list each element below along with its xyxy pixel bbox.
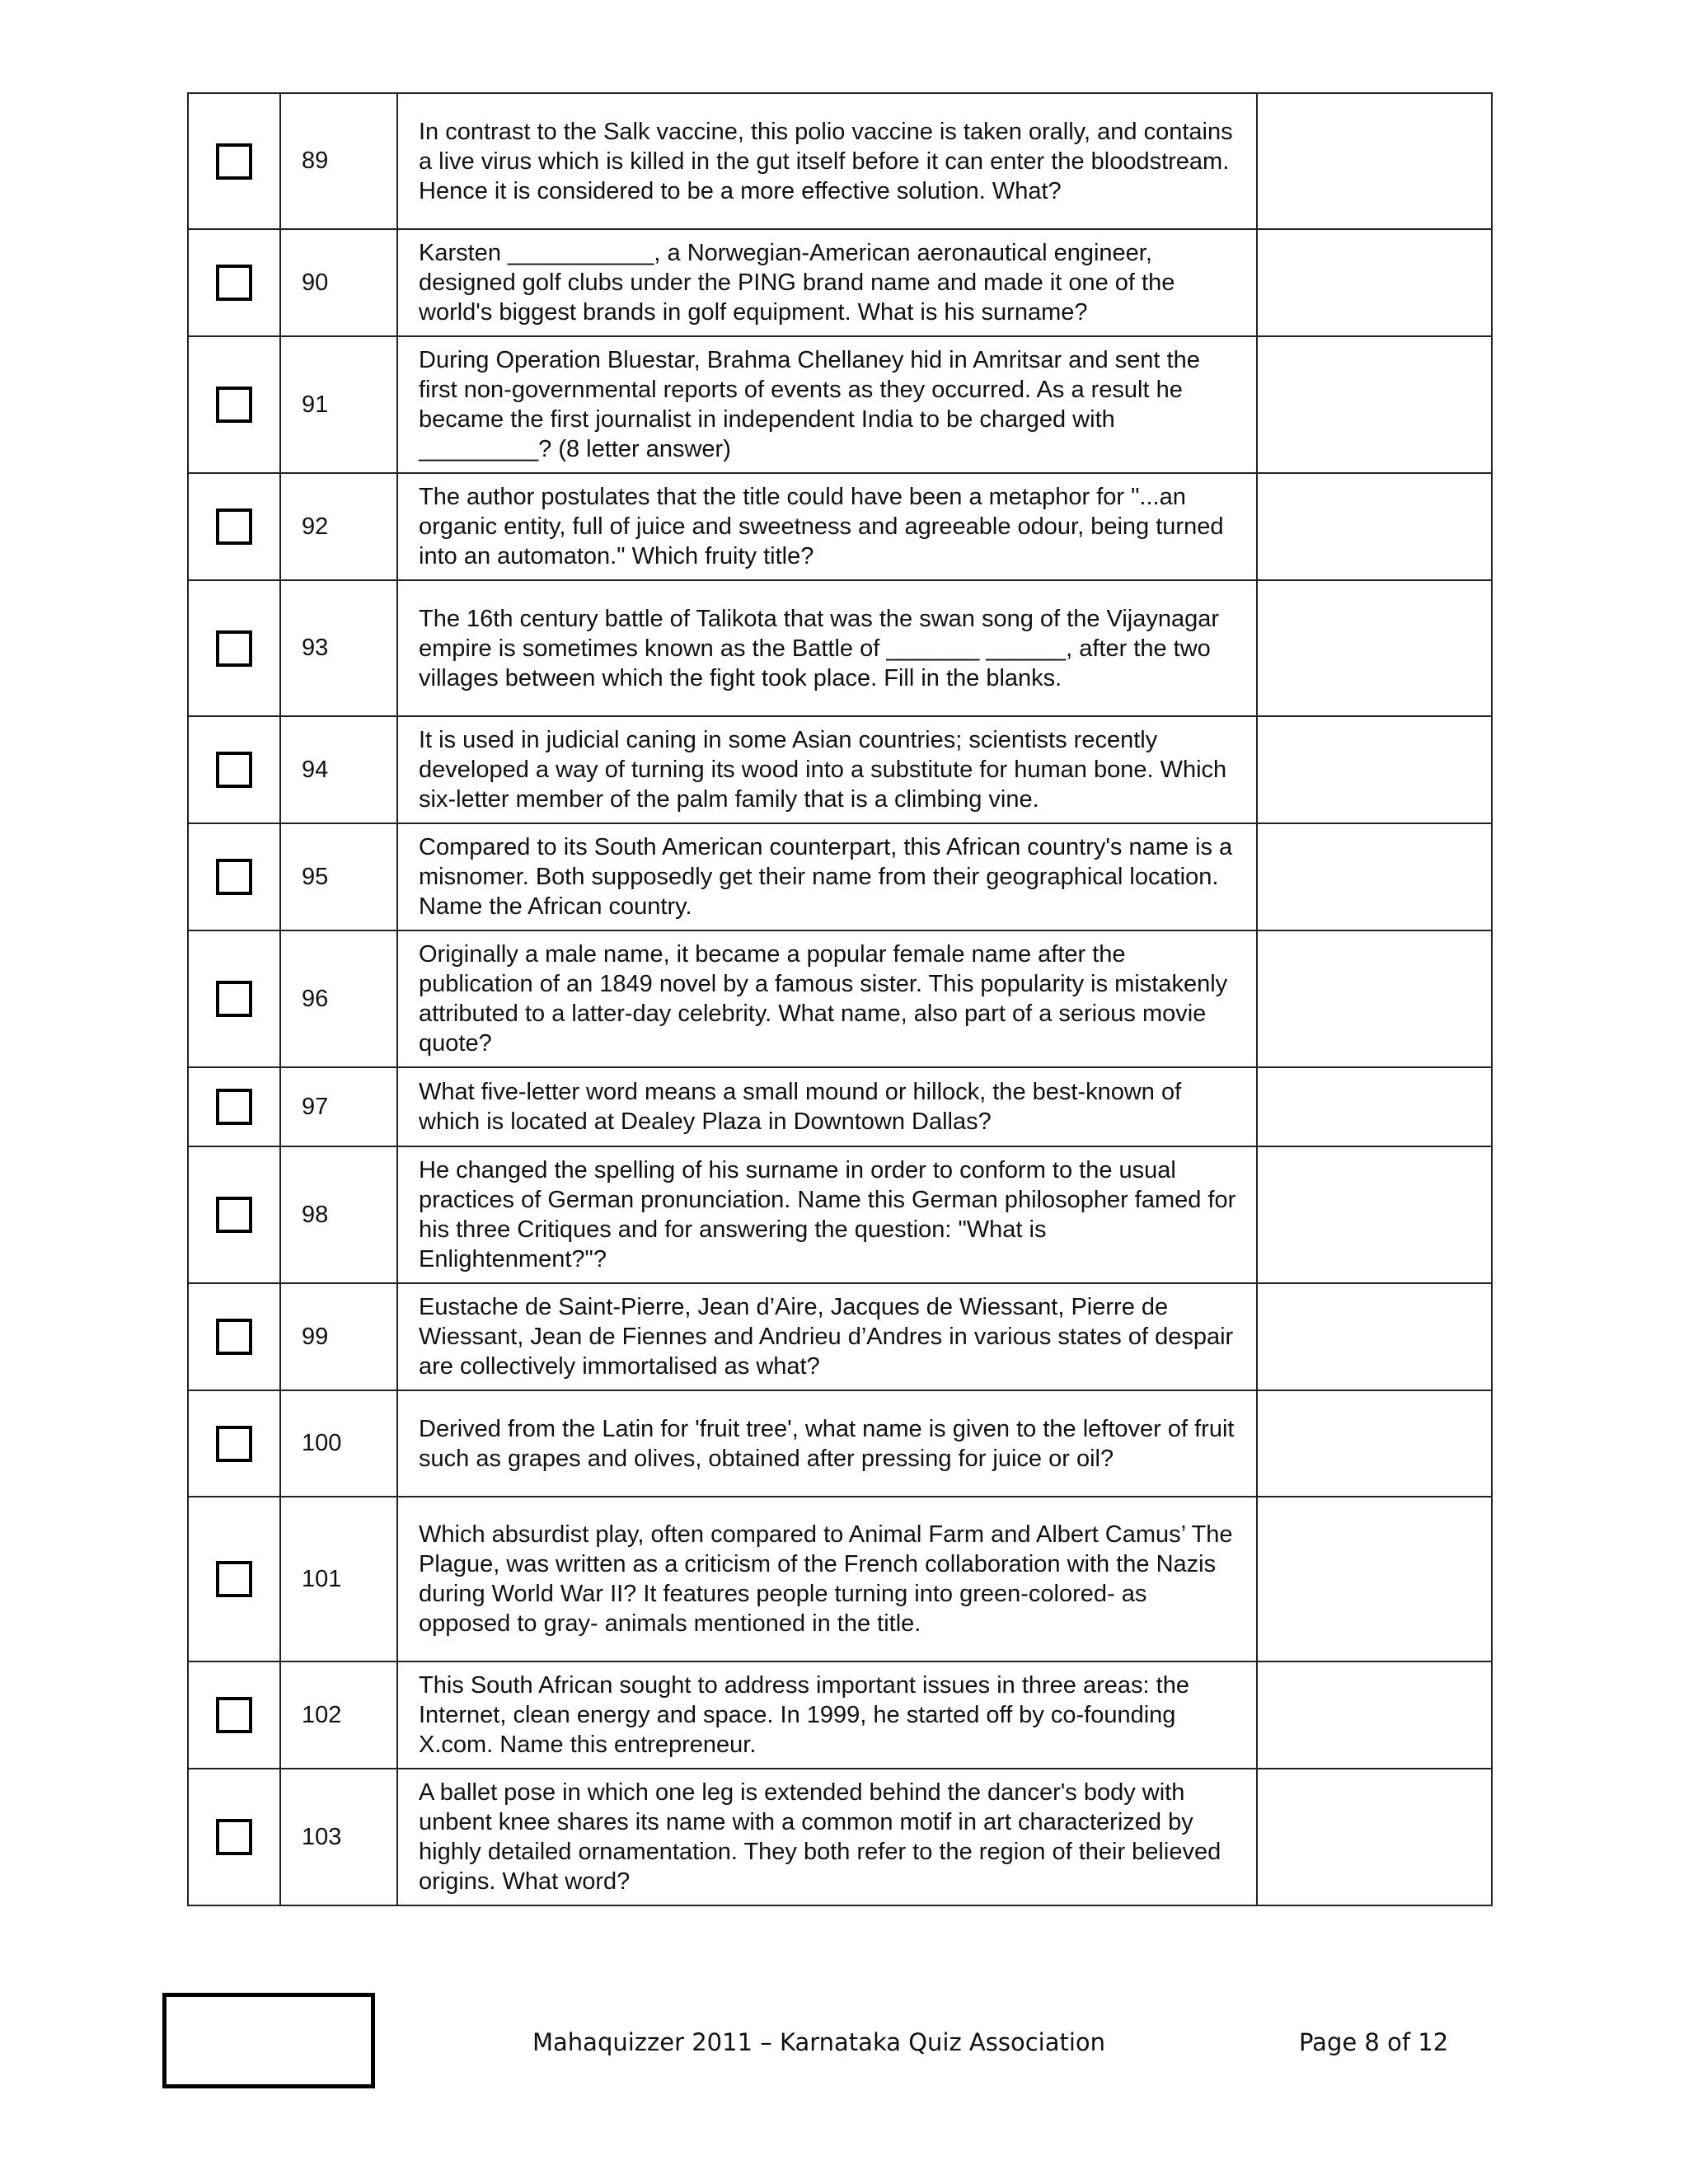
checkbox-cell: [188, 716, 280, 823]
question-row: [188, 930, 1492, 1067]
question-number: 92: [280, 473, 397, 580]
answer-checkbox[interactable]: [216, 859, 252, 895]
checkbox-cell: [188, 1769, 280, 1905]
answer-field[interactable]: [1257, 930, 1492, 1067]
checkbox-cell: [188, 930, 280, 1067]
question-text: Compared to its South American counterpart, this African country's name is a misnomer. Both supposedly get their name from their geographical location. Name the African country.: [397, 823, 1257, 930]
answer-field[interactable]: [1257, 1661, 1492, 1769]
answer-checkbox[interactable]: [216, 1197, 252, 1233]
answer-field[interactable]: [1257, 716, 1492, 823]
question-number: 93: [280, 580, 397, 716]
question-number: 100: [280, 1390, 397, 1497]
question-text: During Operation Bluestar, Brahma Chellaney hid in Amritsar and sent the first non-governmental reports of events as they occurred. As a result he became the first journalist in independent India to be charged with _________? (8 letter answer): [397, 336, 1257, 473]
question-text: Originally a male name, it became a popular female name after the publication of an 1849 novel by a famous sister. This popularity is mistakenly attributed to a latter-day celebrity. What name, also part of a serious movie quote?: [397, 930, 1257, 1067]
score-box[interactable]: [162, 1993, 375, 2088]
answer-checkbox[interactable]: [216, 265, 252, 301]
answer-checkbox[interactable]: [216, 1561, 252, 1597]
question-row: [188, 1067, 1492, 1146]
answer-field[interactable]: [1257, 1390, 1492, 1497]
footer-title: Mahaquizzer 2011 – Karnataka Quiz Association: [532, 2028, 1106, 2056]
question-text: Karsten ___________, a Norwegian-American aeronautical engineer, designed golf clubs under the PING brand name and made it one of the world's biggest brands in golf equipment. What is his surname?: [397, 229, 1257, 336]
question-number: 102: [280, 1661, 397, 1769]
question-row: [188, 1497, 1492, 1661]
question-text: Which absurdist play, often compared to Animal Farm and Albert Camus’ The Plague, was written as a criticism of the French collaboration with the Nazis during World War II? It features people turning into green-colored- as opposed to gray- animals mentioned in the title.: [397, 1497, 1257, 1661]
question-row: [188, 1661, 1492, 1769]
question-number: 99: [280, 1283, 397, 1390]
question-text: The 16th century battle of Talikota that was the swan song of the Vijaynagar empire is sometimes known as the Battle of _______ ______, after the two villages between which the fight took place. Fill in the blanks.: [397, 580, 1257, 716]
answer-checkbox[interactable]: [216, 1697, 252, 1733]
question-row: [188, 716, 1492, 823]
question-row: [188, 1146, 1492, 1283]
question-text: This South African sought to address important issues in three areas: the Internet, clean energy and space. In 1999, he started off by co-founding X.com. Name this entrepreneur.: [397, 1661, 1257, 1769]
answer-checkbox[interactable]: [216, 1319, 252, 1355]
question-row: [188, 1283, 1492, 1390]
checkbox-cell: [188, 1146, 280, 1283]
question-text: The author postulates that the title could have been a metaphor for "...an organic entity, full of juice and sweetness and agreeable odour, being turned into an automaton." Which fruity title?: [397, 473, 1257, 580]
answer-checkbox[interactable]: [216, 1819, 252, 1855]
question-number: 98: [280, 1146, 397, 1283]
answer-checkbox[interactable]: [216, 509, 252, 545]
answer-checkbox[interactable]: [216, 981, 252, 1017]
answer-field[interactable]: [1257, 823, 1492, 930]
answer-checkbox[interactable]: [216, 387, 252, 423]
question-text: Eustache de Saint-Pierre, Jean d’Aire, Jacques de Wiessant, Pierre de Wiessant, Jean de Fiennes and Andrieu d’Andres in various states of despair are collectively immortalised as what?: [397, 1283, 1257, 1390]
question-row: [188, 336, 1492, 473]
answer-field[interactable]: [1257, 1146, 1492, 1283]
answer-field[interactable]: [1257, 473, 1492, 580]
page-number: Page 8 of 12: [1299, 2028, 1449, 2056]
checkbox-cell: [188, 229, 280, 336]
checkbox-cell: [188, 1497, 280, 1661]
question-number: 90: [280, 229, 397, 336]
question-row: [188, 580, 1492, 716]
question-text: He changed the spelling of his surname in order to conform to the usual practices of German pronunciation. Name this German philosopher famed for his three Critiques and for answering the question: "What is Enlightenment?"?: [397, 1146, 1257, 1283]
question-number: 95: [280, 823, 397, 930]
question-text: In contrast to the Salk vaccine, this polio vaccine is taken orally, and contains a live virus which is killed in the gut itself before it can enter the bloodstream. Hence it is considered to be a more effective solution. What?: [397, 93, 1257, 229]
checkbox-cell: [188, 823, 280, 930]
answer-checkbox[interactable]: [216, 143, 252, 180]
answer-field[interactable]: [1257, 336, 1492, 473]
answer-checkbox[interactable]: [216, 630, 252, 667]
checkbox-cell: [188, 1283, 280, 1390]
question-row: [188, 473, 1492, 580]
question-row: [188, 229, 1492, 336]
checkbox-cell: [188, 336, 280, 473]
question-number: 96: [280, 930, 397, 1067]
answer-field[interactable]: [1257, 229, 1492, 336]
answer-field[interactable]: [1257, 1769, 1492, 1905]
answer-field[interactable]: [1257, 580, 1492, 716]
question-number: 91: [280, 336, 397, 473]
checkbox-cell: [188, 1067, 280, 1146]
question-row: [188, 93, 1492, 229]
question-text: It is used in judicial caning in some Asian countries; scientists recently developed a way of turning its wood into a substitute for human bone. Which six-letter member of the palm family that is a climbing vine.: [397, 716, 1257, 823]
question-row: [188, 823, 1492, 930]
question-row: [188, 1769, 1492, 1905]
answer-field[interactable]: [1257, 1067, 1492, 1146]
answer-field[interactable]: [1257, 1497, 1492, 1661]
question-number: 97: [280, 1067, 397, 1146]
checkbox-cell: [188, 580, 280, 716]
answer-field[interactable]: [1257, 93, 1492, 229]
checkbox-cell: [188, 93, 280, 229]
question-number: 94: [280, 716, 397, 823]
answer-checkbox[interactable]: [216, 752, 252, 788]
checkbox-cell: [188, 1661, 280, 1769]
question-text: A ballet pose in which one leg is extended behind the dancer's body with unbent knee shares its name with a common motif in art characterized by highly detailed ornamentation. They both refer to the region of their believed origins. What word?: [397, 1769, 1257, 1905]
question-number: 103: [280, 1769, 397, 1905]
question-text: Derived from the Latin for 'fruit tree', what name is given to the leftover of fruit such as grapes and olives, obtained after pressing for juice or oil?: [397, 1390, 1257, 1497]
question-number: 101: [280, 1497, 397, 1661]
question-text: What five-letter word means a small mound or hillock, the best-known of which is located at Dealey Plaza in Downtown Dallas?: [397, 1067, 1257, 1146]
question-row: [188, 1390, 1492, 1497]
question-table: [187, 92, 1493, 1906]
answer-checkbox[interactable]: [216, 1089, 252, 1125]
checkbox-cell: [188, 473, 280, 580]
answer-checkbox[interactable]: [216, 1426, 252, 1462]
checkbox-cell: [188, 1390, 280, 1497]
question-number: 89: [280, 93, 397, 229]
answer-field[interactable]: [1257, 1283, 1492, 1390]
